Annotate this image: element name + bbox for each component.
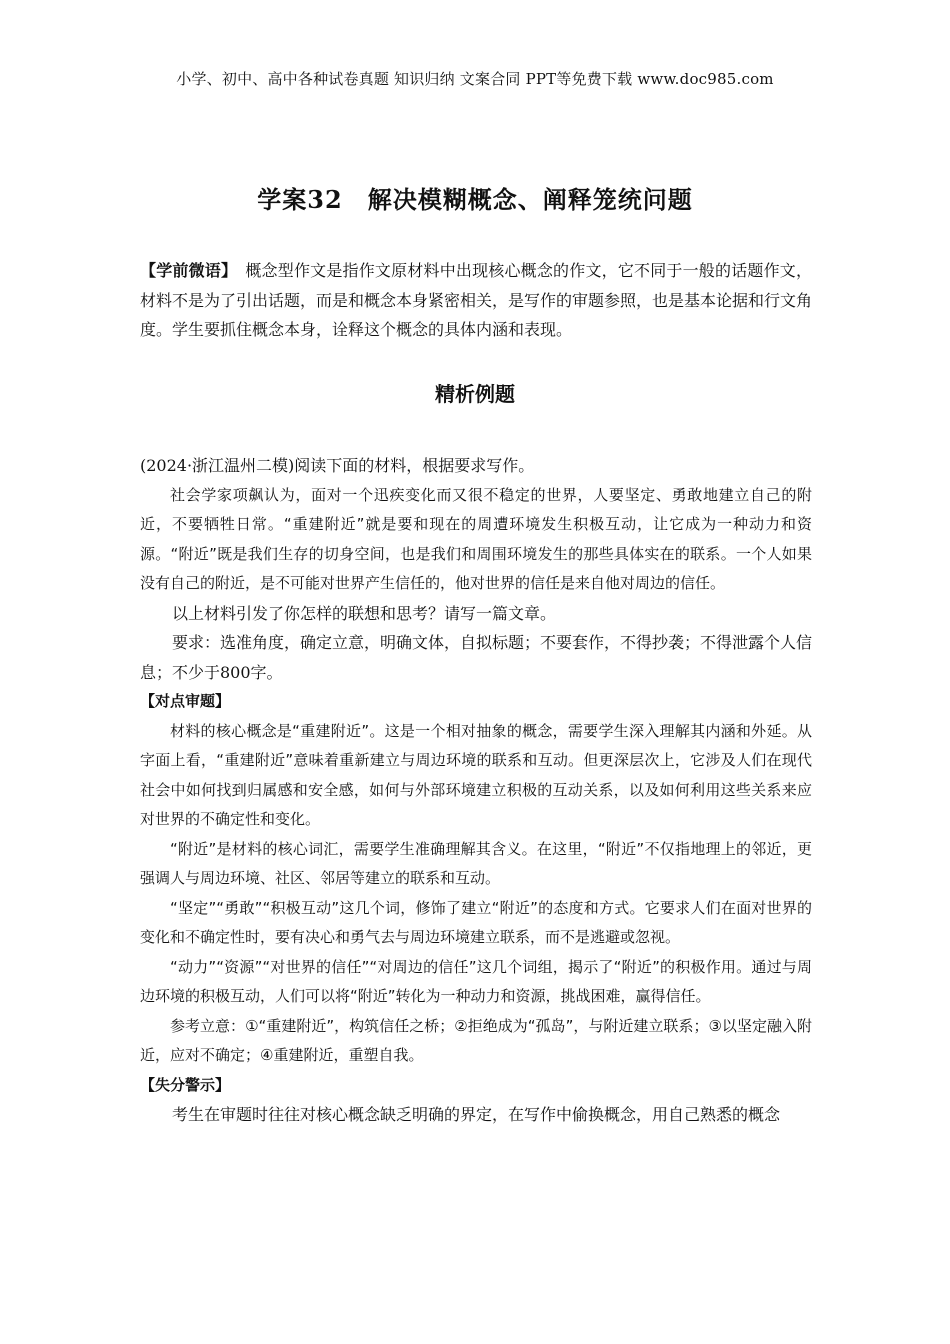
intro-block <box>140 256 812 345</box>
analysis-paragraph: 材料的核心概念是“重建附近”。这是一个相对抽象的概念，需要学生深入理解其内涵和外延。从字面上看，“重建附近”意味着重新建立与周边环境的联系和互动。但更深层次上，它涉及人们在现代社会中如何找到归属感和安全感，如何与外部环境建立积极的互动关系，以及如何利用这些关系来应对世界的不确定性和变化。 <box>140 721 812 828</box>
intro-paragraph <box>140 256 812 345</box>
analysis-paragraph: “动力”“资源”“对世界的信任”“对周边的信任”这几个词组，揭示了“附近”的积极作用。通过与周边环境的积极互动，人们可以将“附近”转化为一种动力和资源，挑战困难，赢得信任。 <box>140 957 812 1005</box>
analysis-paragraph: “坚定”“勇敢”“积极互动”这几个词，修饰了建立“附近”的态度和方式。它要求人们在面对世界的变化和不确定性时，要有决心和勇气去与周边环境建立联系，而不是逃避或忽视。 <box>140 898 812 946</box>
warning-text: 考生在审题时往往对核心概念缺乏明确的界定，在写作中偷换概念，用自己熟悉的概念 <box>172 1105 781 1124</box>
warning-heading: 【失分警示】 <box>140 1075 231 1094</box>
intro-label: 【学前微语】 <box>140 261 230 280</box>
intro-text: 概念型作文是指作文原材料中出现核心概念的作文，它不同于一般的话题作文，材料不是为了引出话题，而是和概念本身紧密相关，是写作的审题参照，也是基本论据和行文角度。学生要抓住概念本身，诠释这个概念的具体内涵和表现。 <box>140 261 813 339</box>
reference-ideas: 参考立意：①“重建附近”，构筑信任之桥；②拒绝成为“孤岛”，与附近建立联系；③以坚定融入附近，应对不确定；④重建附近，重塑自我。 <box>140 1016 812 1064</box>
example-block <box>140 451 812 1130</box>
page-header: 小学、初中、高中各种试卷真题 知识归纳 文案合同 PPT等免费下载 www.doc985.com <box>176 70 774 88</box>
example-prompt: 以上材料引发了你怎样的联想和思考？请写一篇文章。 <box>172 603 557 623</box>
example-requirements: 要求：选准角度，确定立意，明确文体，自拟标题；不要套作，不得抄袭；不得泄露个人信息；不少于800字。 <box>140 633 813 682</box>
analysis-heading: 【对点审题】 <box>140 692 231 710</box>
example-material: 社会学家项飙认为，面对一个迅疾变化而又很不稳定的世界，人要坚定、勇敢地建立自己的附近，不要牺牲日常。“重建附近”就是要和现在的周遭环境发生积极互动，让它成为一种动力和资源。“附近”既是我们生存的切身空间，也是我们和周围环境发生的那些具体实在的联系。一个人如果没有自己的附近，是不可能对世界产生信任的，他对世界的信任是来自他对周边的信任。 <box>140 485 812 592</box>
analysis-paragraph: “附近”是材料的核心词汇，需要学生准确理解其含义。在这里，“附近”不仅指地理上的邻近，更强调人与周边环境、社区、邻居等建立的联系和互动。 <box>140 839 812 887</box>
page-title: 学案32 解决模糊概念、阐释笼统问题 <box>257 185 693 214</box>
example-source: (2024·浙江温州二模)阅读下面的材料，根据要求写作。 <box>140 456 535 475</box>
section-title: 精析例题 <box>435 382 515 406</box>
